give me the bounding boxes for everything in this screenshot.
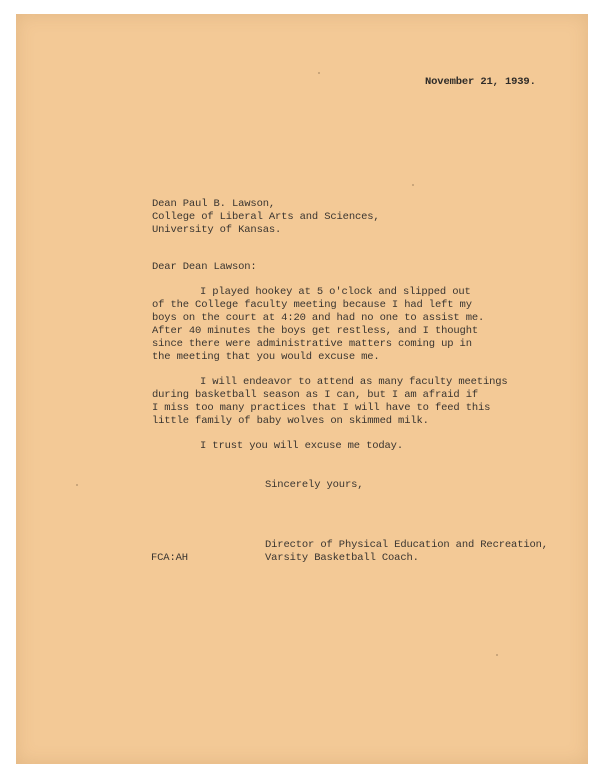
typist-initials: FCA:AH	[151, 552, 188, 564]
paragraph-1-line: After 40 minutes the boys get restless, and I thought	[152, 325, 479, 337]
letter-date: November 21, 1939.	[425, 76, 536, 88]
paper-speck	[76, 484, 78, 486]
paragraph-3-line: I trust you will excuse me today.	[200, 440, 403, 452]
paper-speck	[318, 72, 320, 74]
paper-speck	[412, 184, 414, 186]
recipient-college: College of Liberal Arts and Sciences,	[152, 211, 380, 223]
signature-title: Director of Physical Education and Recreation,	[265, 539, 548, 551]
paragraph-1-line: since there were administrative matters coming up in	[152, 338, 472, 350]
paragraph-2-line: little family of baby wolves on skimmed milk.	[152, 415, 429, 427]
paragraph-2-line: I will endeavor to attend as many faculty meetings	[200, 376, 508, 388]
paragraph-1-line: boys on the court at 4:20 and had no one to assist me.	[152, 312, 485, 324]
signature-title: Varsity Basketball Coach.	[265, 552, 419, 564]
recipient-university: University of Kansas.	[152, 224, 282, 236]
salutation: Dear Dean Lawson:	[152, 261, 257, 273]
paragraph-1-line: I played hookey at 5 o'clock and slipped out	[200, 286, 471, 298]
paper-speck	[496, 654, 498, 656]
paragraph-2-line: I miss too many practices that I will have to feed this	[152, 402, 491, 414]
paragraph-1-line: the meeting that you would excuse me.	[152, 351, 380, 363]
recipient-name: Dean Paul B. Lawson,	[152, 198, 276, 210]
closing: Sincerely yours,	[265, 479, 364, 491]
paragraph-2-line: during basketball season as I can, but I am afraid if	[152, 389, 479, 401]
letter-page	[16, 14, 588, 764]
paragraph-1-line: of the College faculty meeting because I had left my	[152, 299, 472, 311]
